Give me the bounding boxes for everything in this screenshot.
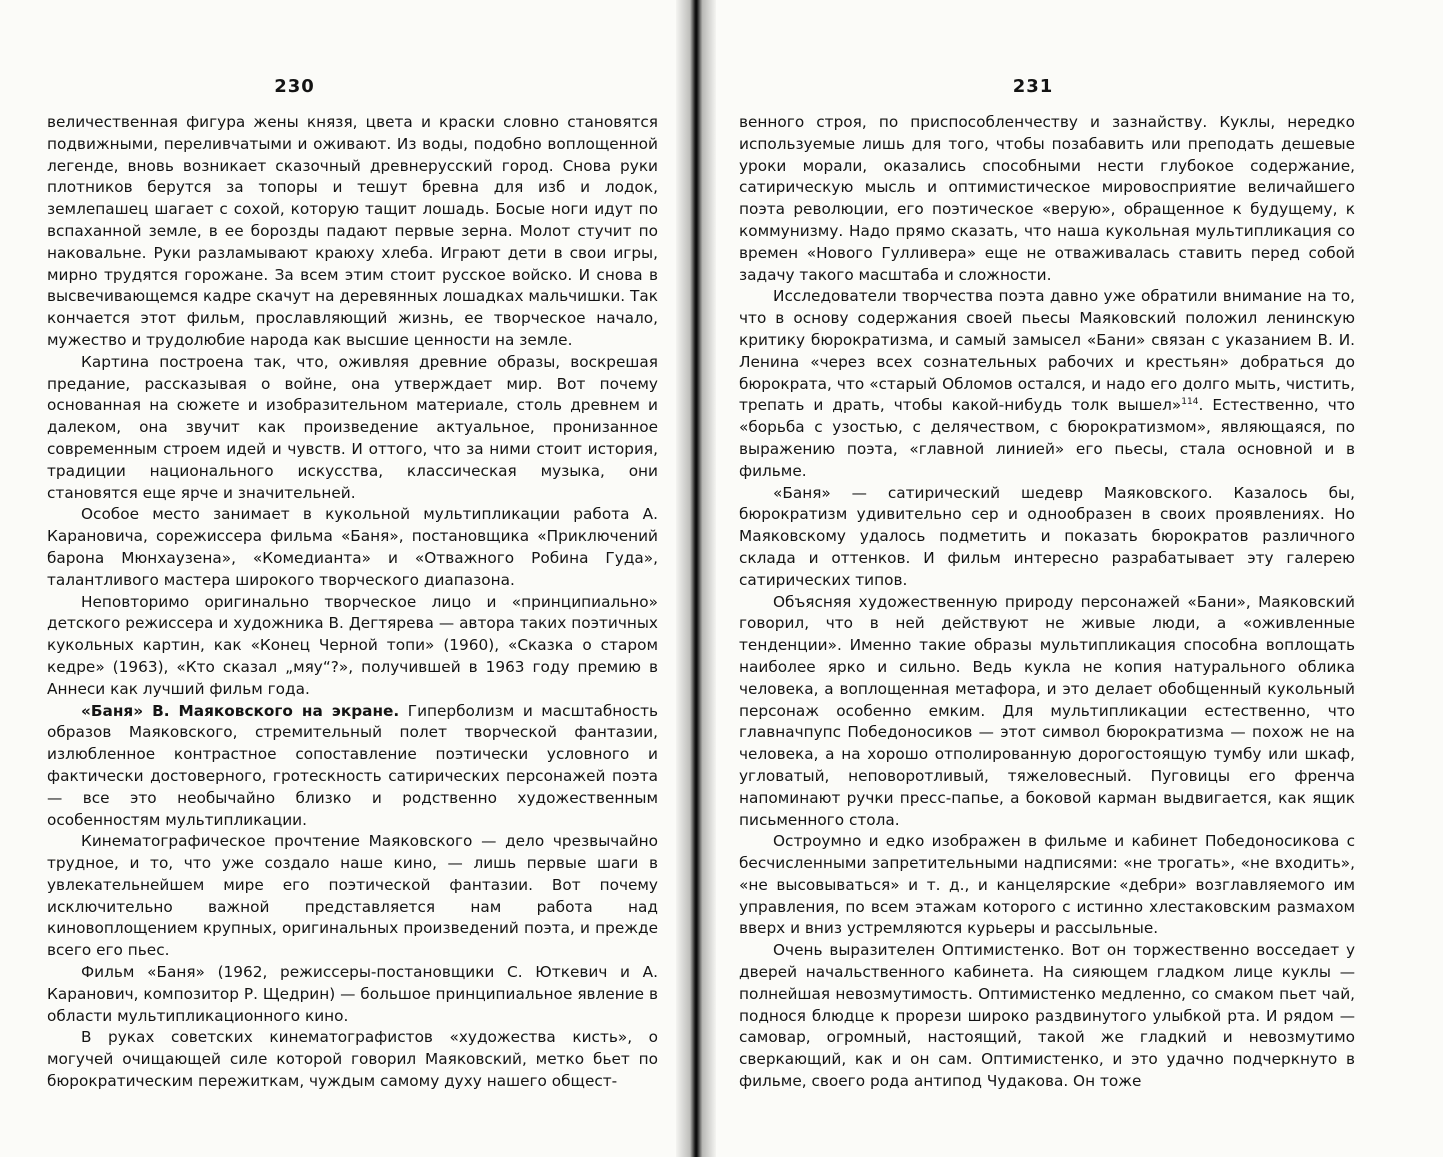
- paragraph: [739, 286, 1355, 482]
- page-number: 231: [1012, 76, 1054, 97]
- paragraph: венного строя, по приспособленчеству и зазнайству. Куклы, нередко используемые лишь для того, чтобы позабавить или преподать дешевые уроки морали, оказались способными нести глубокое содержание, сатирическую мысль и оптимистическое мировосприятие величайшего поэта революции, его поэтическое «верую», обращенное к будущему, к коммунизму. Надо прямо сказать, что наша кукольная мультипликация со времен «Нового Гулливера» еще не отваживалась ставить перед собой задачу такого масштаба и сложности.: [739, 113, 1355, 284]
- paragraph-text: . Естественно, что «борьба с узостью, с делячеством, с бюрократизмом», являющаяся, по выражению поэта, «главной линией» его пьесы, стала основной и в фильме.: [739, 396, 1356, 480]
- page-body: [47, 112, 658, 1093]
- right-page: [716, 0, 1443, 1157]
- paragraph: Особое место занимает в кукольной мультипликации работа А. Карановича, сорежиссера фильма «Баня», постановщика «Приключений барона Мюнхаузена», «Комедианта» и «Отважного Робина Гуда», талантливого мастера широкого творческого диапазона.: [47, 505, 658, 589]
- paragraph-text: Гиперболизм и масштабность образов Маяковского, стремительный полет творческой фантазии, излюбленное контрастное сопоставление поэтически условного и фактически достоверного, гротескность сатирических персонажей поэта — все это необычайно близко и родственно художественным особенностям мультипликации.: [47, 701, 658, 829]
- paragraph: величественная фигура жены князя, цвета и краски словно становятся подвижными, переливчатыми и оживают. Из воды, подобно воплощенной легенде, вновь возникает сказочный древнерусский город. Снова руки плотников берутся за топоры и тешут бревна для изб и лодок, землепашец шагает с сохой, которую тащит лошадь. Босые ноги идут по вспаханной земле, в ее борозды падают первые зерна. Молот стучит по наковальне. Руки разламывают краюху хлеба. Играют дети в свои игры, мирно трудятся горожане. За всем этим стоит русское войско. И снова в высвечивающемся кадре скачут на деревянных лошадках мальчишки. Так кончается этот фильм, прославляющий жизнь, ее творческое начало, мужество и трудолюбие народа как высшие ценности на земле.: [47, 113, 658, 349]
- footnote-marker: 114: [1181, 397, 1199, 408]
- paragraph: Очень выразителен Оптимистенко. Вот он торжественно восседает у дверей начальственного кабинета. На сияющем гладком лице куклы — полнейшая невозмутимость. Оптимистенко медленно, со смаком пьет чай, поднося блюдце к прорези широко раздвинутого улыбкой рта. И рядом — самовар, огромный, настоящий, такой же гладкий и невозмутимо сверкающий, как и он сам. Оптимистенко, и это удачно подчеркнуто в фильме, своего рода антипод Чудакова. Он тоже: [739, 941, 1355, 1091]
- paragraph: Остроумно и едко изображен в фильме и кабинет Победоносикова с бесчисленными запретительными надписями: «не трогать», «не входить», «не высовываться» и т. д., и канцелярские «дебри» возглавляемого им управления, по всем этажам которого с истинно хлестаковским размахом вверх и вниз устремляются курьеры и рассыльные.: [739, 832, 1355, 938]
- left-page: [0, 0, 676, 1157]
- paragraph: Объясняя художественную природу персонажей «Бани», Маяковский говорил, что в ней действуют не живые люди, а «оживленные тенденции». Именно такие образы мультипликация способна воплощать наиболее ярко и сильно. Ведь кукла не копия натурального облика человека, а воплощенная метафора, и это делает обобщенный кукольный персонаж особенно емким. Для мультипликации естественно, что главначпупс Победоносиков — этот символ бюрократизма — похож не на человека, а на хорошо отполированную дорогостоящую тумбу или шкаф, угловатый, неповоротливый, тяжеловесный. Пуговицы его френча напоминают ручки пресс-папье, а боковой карман выдвигается, как ящик письменного стола.: [739, 592, 1355, 829]
- page-number: 230: [274, 76, 315, 97]
- paragraph: Неповторимо оригинально творческое лицо и «принципиально» детского режиссера и художника В. Дегтярева — автора таких поэтичных кукольных картин, как «Конец Черной топи» (1960), «Сказка о старом кедре» (1963), «Кто сказал „мяу“?», получившей в 1963 году премию в Аннеси как лучший фильм года.: [47, 592, 658, 698]
- section-heading: «Баня» В. Маяковского на экране.: [81, 701, 400, 720]
- paragraph: Картина построена так, что, оживляя древние образы, воскрешая предание, рассказывая о войне, она утверждает мир. Вот почему основанная на сюжете и изобразительном материале, столь древнем и далеком, она звучит как произведение актуальное, пронизанное современным строем идей и чувств. И оттого, что за ними стоит история, традиции национального искусства, классическая музыка, они становятся еще ярче и значительней.: [47, 352, 658, 502]
- paragraph: Фильм «Баня» (1962, режиссеры-постановщики С. Юткевич и А. Каранович, композитор Р. Щедрин) — большое принципиальное явление в области мультипликационного кино.: [47, 963, 658, 1025]
- paragraph: [47, 701, 658, 832]
- paragraph-text: Исследователи творчества поэта давно уже обратили внимание на то, что в основу содержания своей пьесы Маяковский положил ленинскую критику бюрократизма, и самый замысел «Бани» связан с указанием В. И. Ленина «через всех сознательных рабочих и крестьян» добраться до бюрократа, что «старый Обломов остался, и надо его долго мыть, чистить, трепать и драть, чтобы какой-нибудь толк вышел»: [739, 287, 1355, 415]
- book-gutter: [676, 0, 716, 1157]
- paragraph: Кинематографическое прочтение Маяковского — дело чрезвычайно трудное, и то, что уже создало наше кино, — лишь первые шаги в увлекательнейшем мире его поэтической фантазии. Вот почему исключительно важной представляется нам работа над киновоплощением крупных, оригинальных произведений поэта, и прежде всего его пьес.: [47, 832, 658, 960]
- page-body: [739, 112, 1355, 1093]
- paragraph: В руках советских кинематографистов «художества кисть», о могучей очищающей силе которой говорил Маяковский, метко бьет по бюрократическим пережиткам, чуждым самому духу нашего общест-: [47, 1028, 658, 1091]
- paragraph: «Баня» — сатирический шедевр Маяковского. Казалось бы, бюрократизм удивительно сер и однообразен в своих проявлениях. Но Маяковскому удалось подметить и показать бюрократов различного склада и оттенков. И фильм интересно разрабатывает эту галерею сатирических типов.: [739, 483, 1355, 589]
